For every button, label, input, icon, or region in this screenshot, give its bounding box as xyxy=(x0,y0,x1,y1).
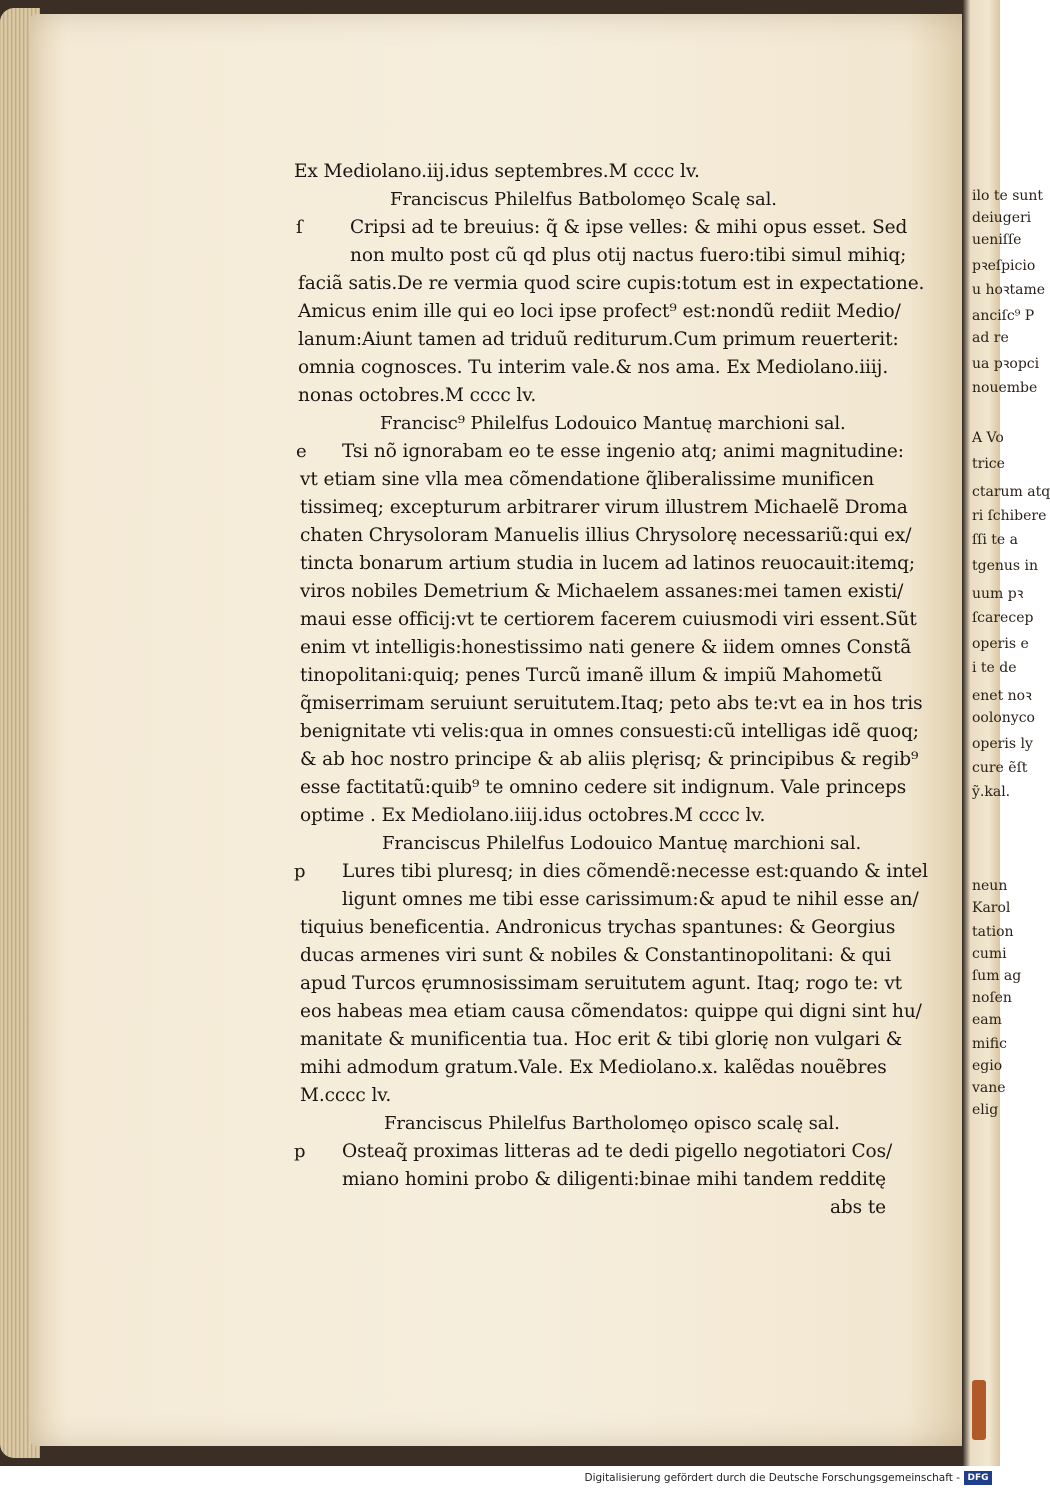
text-line: tissimeq; excepturum arbitrarer virum illustrem Michaelẽ Droma xyxy=(300,497,908,518)
text-line: Ex Mediolano.iij.idus septembres.M cccc lv. xyxy=(294,161,700,182)
facing-page-line: u hoꝛtame xyxy=(972,282,1046,298)
text-line: Cripsi ad te breuius: q̃ & ipse velles: & mihi opus esset. Sed xyxy=(350,217,908,238)
facing-page-line: oolonyco xyxy=(972,710,1035,726)
facing-page-line: operis e xyxy=(972,636,1029,652)
text-line: Tsi nõ ignorabam eo te esse ingenio atq; animi magnitudine: xyxy=(342,441,904,462)
text-line: mihi admodum gratum.Vale. Ex Mediolano.x. kalẽdas nouẽbres xyxy=(300,1057,887,1078)
text-line: lanum:Aiunt tamen ad triduũ rediturum.Cum primum reuerterit: xyxy=(298,329,899,350)
facing-page-line: vane xyxy=(972,1080,1006,1096)
letter-heading: Franciscus Philelfus Lodouico Mantuę marchioni sal. xyxy=(382,833,862,854)
text-line: nonas octobres.M cccc lv. xyxy=(298,385,537,406)
facing-page-line: elig xyxy=(972,1102,999,1118)
facing-page-line: ri ſchibere xyxy=(972,508,1047,524)
facing-page-line: trice xyxy=(972,456,1005,472)
dfg-logo: DFG xyxy=(964,1471,992,1485)
facing-page-line: A Vo xyxy=(972,430,1004,446)
facing-page-line: ilo te sunt xyxy=(972,188,1044,204)
facing-page-line: cumi xyxy=(972,946,1007,962)
facing-page-line: ad re xyxy=(972,330,1009,346)
facing-page-line: ſum ag xyxy=(972,968,1022,984)
facing-page-line: cure ẽſt xyxy=(972,760,1028,776)
text-line: Osteaq̃ proximas litteras ad te dedi pigello negotiatori Cos/ xyxy=(342,1141,893,1162)
text-line: ligunt omnes me tibi esse carissimum:& apud te nihil esse an/ xyxy=(342,889,919,910)
facing-page-line: ſſi te a xyxy=(972,532,1018,548)
facing-page-line: ua pꝛopci xyxy=(972,356,1040,372)
text-line: tincta bonarum artium studia in lucem ad latinos reuocauit:itemq; xyxy=(300,553,916,574)
facing-page-line: ctarum atq xyxy=(972,484,1050,500)
facing-page-line: nouembe xyxy=(972,380,1038,396)
facing-page-line: noſen xyxy=(972,990,1012,1006)
text-line: q̃miserrimam seruiunt seruitutem.Itaq; peto abs te:vt ea in hos tris xyxy=(300,693,923,714)
facing-page-line: mific xyxy=(972,1036,1007,1052)
facing-page-line: ſcarecep xyxy=(972,610,1034,626)
text-line: esse factitatũ:quib⁹ te omnino cedere sit indignum. Vale princeps xyxy=(300,777,907,798)
guide-letter: p xyxy=(294,861,306,882)
text-line: miano homini probo & diligenti:binae mihi tandem redditę xyxy=(342,1169,887,1190)
guide-letter: e xyxy=(296,441,307,462)
facing-page-line: operis ly xyxy=(972,736,1033,752)
text-line: M.cccc lv. xyxy=(300,1085,392,1106)
text-line: viros nobiles Demetrium & Michaelem assanes:mei tamen existi/ xyxy=(300,581,904,602)
facing-page-line: uum pꝛ xyxy=(972,586,1024,602)
facing-page-line: ỹ.kal. xyxy=(972,784,1011,800)
facing-page-line: deiugeri xyxy=(972,210,1032,226)
facing-page-line: neun xyxy=(972,878,1008,894)
text-line: Lures tibi pluresq; in dies cõmendẽ:necesse est:quando & intel xyxy=(342,861,928,882)
text-line: Amicus enim ille qui eo loci ipse profect⁹ est:nondũ rediit Medio/ xyxy=(298,301,901,322)
guide-letter: p xyxy=(294,1141,306,1162)
funding-notice: Digitalisierung gefördert durch die Deutsche Forschungsgemeinschaft - xyxy=(584,1472,960,1484)
facing-page-line: eam xyxy=(972,1012,1002,1028)
facing-page-line: tgenus in xyxy=(972,558,1039,574)
text-line: manitate & munificentia tua. Hoc erit & tibi glorię non vulgari & xyxy=(300,1029,903,1050)
text-line: non multo post cũ qd plus otij nactus fuero:tibi simul mihiq; xyxy=(350,245,907,266)
text-line: apud Turcos ęrumnosissimam seruitutem agunt. Itaq; rogo te: vt xyxy=(300,973,903,994)
facing-page xyxy=(962,0,1050,1466)
text-line: optime . Ex Mediolano.iiij.idus octobres.M cccc lv. xyxy=(300,805,766,826)
text-line: & ab hoc nostro principe & ab aliis plęrisq; & principibus & regib⁹ xyxy=(300,749,919,770)
text-line: ducas armenes viri sunt & nobiles & Constantinopolitani: & qui xyxy=(300,945,892,966)
text-line: eos habeas mea etiam causa cõmendatos: quippe qui digni sint hu/ xyxy=(300,1001,922,1022)
facing-page-line: Karol xyxy=(972,900,1011,916)
facing-page-line: ueniſſe xyxy=(972,232,1022,248)
letter-heading: Francisc⁹ Philelfus Lodouico Mantuę marchioni sal. xyxy=(380,413,846,434)
text-line: tinopolitani:quiq; penes Turcũ imanẽ illum & impiũ Mahometũ xyxy=(300,665,883,686)
text-line: enim vt intelligis:honestissimo nati genere & iidem omnes Constã xyxy=(300,637,912,658)
text-line: faciã satis.De re vermia quod scire cupis:totum est in expectatione. xyxy=(298,273,925,294)
text-line: vt etiam sine vlla mea cõmendatione q̃liberalissime munificen xyxy=(300,469,875,490)
text-line: omnia cognosces. Tu interim vale.& nos ama. Ex Mediolano.iiij. xyxy=(298,357,889,378)
guide-letter: ſ xyxy=(296,217,303,238)
text-line: chaten Chrysoloram Manuelis illius Chrysolorę necessariũ:qui ex/ xyxy=(300,525,912,546)
catchword: abs te xyxy=(830,1197,887,1218)
facing-page-line: egio xyxy=(972,1058,1003,1074)
facing-page-line: tation xyxy=(972,924,1014,940)
facing-page-line: enet noꝛ xyxy=(972,688,1032,704)
text-line: tiquius beneficentia. Andronicus trychas spantunes: & Georgius xyxy=(300,917,896,938)
text-line: maui esse officij:vt te certiorem facerem cuiusmodi viri essent.Sũt xyxy=(300,609,917,630)
red-edge-marker xyxy=(972,1380,986,1440)
letter-heading: Franciscus Philelfus Bartholomęo opisco scalę sal. xyxy=(384,1113,840,1134)
facing-page-line: anciſc⁹ P xyxy=(972,308,1035,324)
digitization-footer xyxy=(0,1466,1000,1493)
facing-page-line: i te de xyxy=(972,660,1017,676)
letter-heading: Franciscus Philelfus Batbolomęo Scalę sal. xyxy=(390,189,777,210)
facing-page-line: pꝛeſpicio xyxy=(972,258,1036,274)
text-line: benignitate vti velis:qua in omnes consuesti:cũ intelligas idẽ quoq; xyxy=(300,721,919,742)
